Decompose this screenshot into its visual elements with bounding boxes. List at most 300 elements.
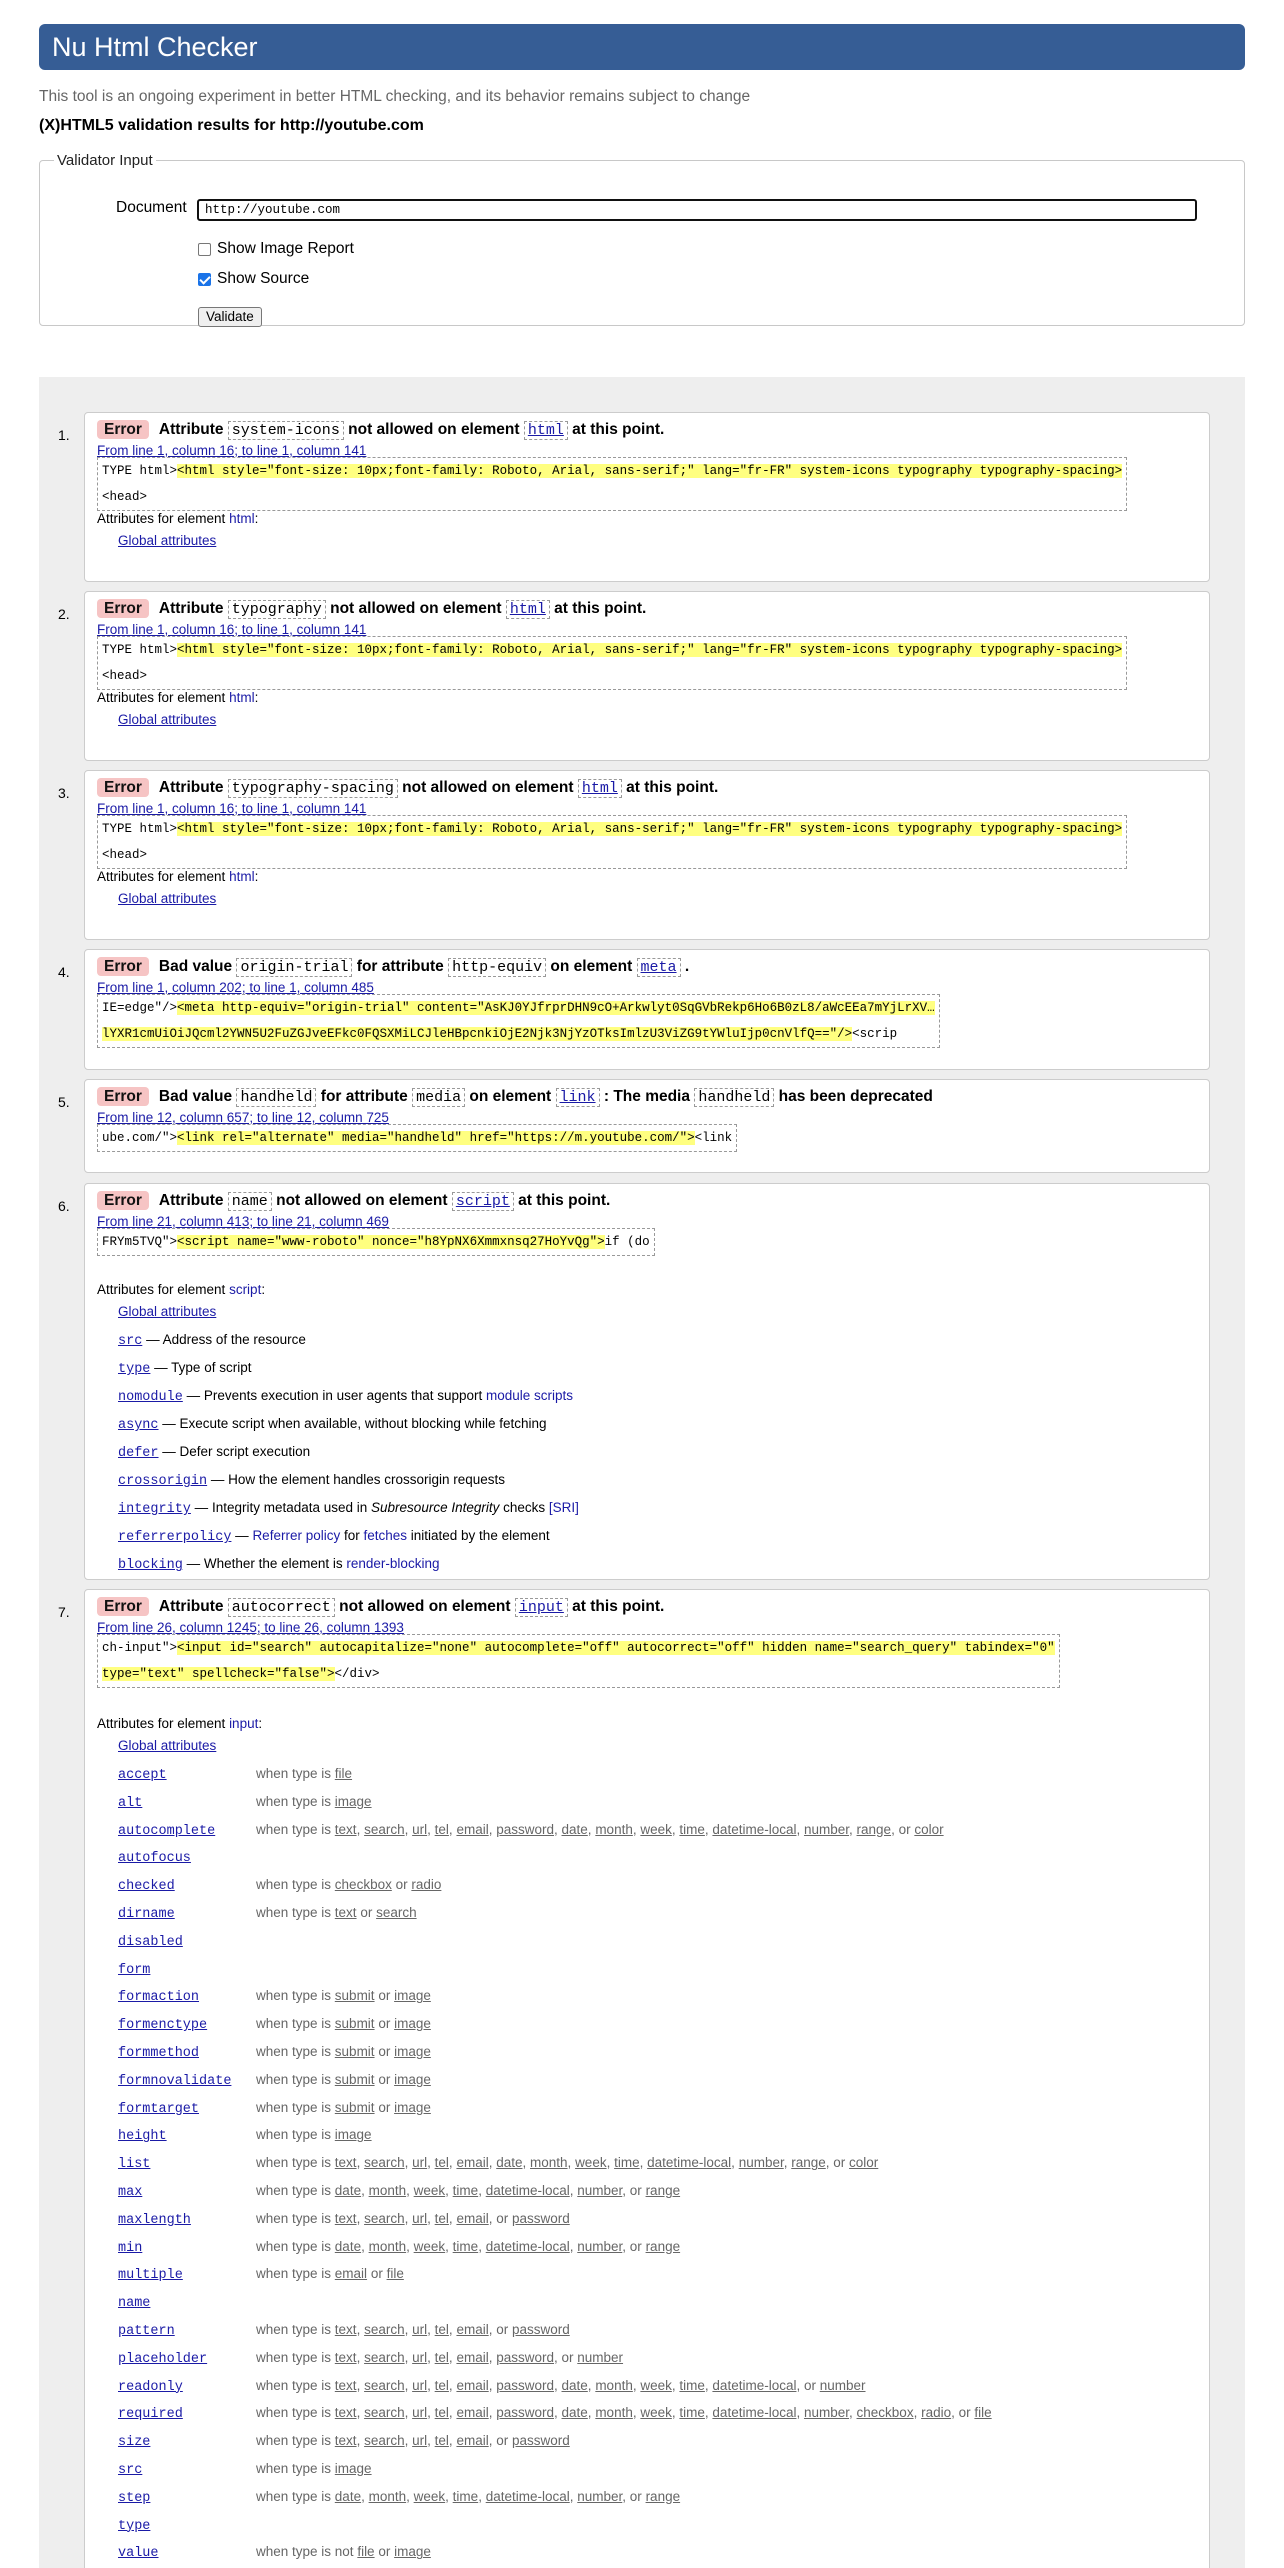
attribute-link[interactable]: async — [118, 1418, 159, 1433]
source-extract — [97, 815, 1127, 869]
attributes-label: Attributes for element — [97, 869, 230, 884]
global-attributes-link[interactable]: Global attributes — [118, 1304, 217, 1319]
attribute-link[interactable]: dirname — [118, 1907, 175, 1922]
app-title[interactable]: Nu Html Checker — [52, 32, 258, 62]
type-link[interactable]: email — [456, 2155, 489, 2171]
input-attribute-row — [118, 1766, 1198, 1783]
show-image-report-checkbox[interactable] — [198, 243, 211, 256]
type-link[interactable]: date — [334, 2238, 362, 2254]
type-link[interactable]: search — [364, 2210, 405, 2226]
attribute-link[interactable]: size — [118, 2435, 151, 2451]
input-attribute-row — [118, 2517, 1198, 2534]
source-extract — [97, 457, 1127, 511]
attribute-name: name — [228, 1192, 272, 1211]
attribute-description: checks — [499, 1500, 549, 1515]
extract-highlight: <html style="font-size: 10px;font-family: Roboto, Arial, sans-serif;" lang="fr-FR" system-icons typography typography-spacing> — [177, 822, 1123, 836]
type-link[interactable]: submit — [334, 2016, 375, 2032]
type-link[interactable]: text — [334, 2155, 357, 2171]
type-link[interactable]: number — [819, 2377, 866, 2393]
type-link[interactable]: date — [334, 2183, 362, 2198]
element-name[interactable]: html — [506, 600, 550, 619]
element-name[interactable]: script — [452, 1192, 514, 1211]
element-link[interactable]: html — [229, 690, 255, 705]
type-link[interactable]: week — [413, 2488, 446, 2504]
extract-post-2: <head> — [102, 848, 148, 862]
attribute-link[interactable]: placeholder — [118, 2351, 208, 2367]
script-attribute-row: crossorigin — How the element handles crossorigin requests — [118, 1472, 506, 1489]
message-header — [97, 1598, 664, 1616]
message-text: not allowed on element — [339, 1598, 511, 1615]
type-link[interactable]: time — [452, 2238, 479, 2254]
attribute-link[interactable]: value — [118, 2546, 159, 2562]
attribute-link[interactable]: nomodule — [118, 1390, 183, 1405]
type-link[interactable]: image — [394, 2071, 431, 2087]
show-source-row[interactable] — [198, 270, 309, 288]
type-link[interactable]: search — [364, 2433, 405, 2449]
type-link[interactable]: tel — [434, 1821, 449, 1837]
attribute-link[interactable]: list — [118, 2157, 151, 2173]
type-link[interactable]: time — [679, 2405, 705, 2421]
type-link[interactable]: text — [334, 2433, 357, 2449]
error-badge: Error — [97, 778, 149, 797]
type-link[interactable]: url — [412, 1821, 428, 1837]
attribute-condition: when type is text, search, url, tel, email, password, date, month, week, time, datetime-local, number, range, or color — [256, 1821, 944, 1837]
type-link[interactable]: search — [364, 2349, 405, 2365]
extract-highlight: <script name="www-roboto" nonce="h8YpNX6Xmmxnsq27HoYvQg"> — [177, 1235, 605, 1249]
attribute-link[interactable]: formenctype — [118, 2018, 208, 2034]
type-link[interactable]: radio — [411, 1877, 442, 1893]
message-1 — [58, 412, 1210, 582]
attribute-name: http-equiv — [448, 958, 546, 977]
type-link[interactable]: url — [412, 2155, 428, 2171]
type-link[interactable]: password — [496, 1821, 554, 1837]
type-link[interactable]: search — [364, 2322, 405, 2337]
attribute-description: Type of script — [171, 1360, 252, 1375]
extract-highlight: <input id="search" autocapitalize="none" autocomplete="off" autocorrect="off" hidden name="search_query" tabindex="0" — [177, 1641, 1055, 1655]
element-name[interactable]: html — [578, 779, 622, 798]
type-link[interactable]: file — [357, 2544, 375, 2560]
script-attribute-row: referrerpolicy — Referrer policy for fetches initiated by the element — [118, 1528, 550, 1545]
type-link[interactable]: image — [334, 2127, 372, 2143]
type-link[interactable]: url — [412, 2405, 428, 2421]
input-attribute-row — [118, 1877, 1198, 1894]
attribute-name: media — [412, 1088, 465, 1107]
type-link[interactable]: text — [334, 1821, 357, 1837]
type-link[interactable]: search — [364, 2405, 405, 2421]
message-text: not allowed on element — [330, 600, 502, 617]
attribute-link[interactable]: type — [118, 1362, 151, 1377]
type-link[interactable]: submit — [334, 2071, 375, 2087]
attribute-condition: when type is date, month, week, time, datetime-local, number, or range — [256, 2183, 681, 2198]
attribute-link[interactable]: maxlength — [118, 2212, 191, 2228]
type-link[interactable]: week — [640, 2405, 672, 2421]
show-image-report-label[interactable]: Show Image Report — [217, 240, 354, 257]
attribute-link[interactable]: pattern — [118, 2324, 175, 2339]
input-attribute-row — [118, 1822, 1198, 1839]
type-link[interactable]: search — [364, 1821, 405, 1837]
input-attribute-row — [118, 2211, 1198, 2228]
type-link[interactable]: time — [614, 2155, 640, 2171]
attribute-condition: when type is date, month, week, time, datetime-local, number, or range — [256, 2238, 681, 2254]
attribute-name: handheld — [236, 1088, 316, 1107]
definition-link[interactable]: Referrer policy — [252, 1528, 341, 1543]
attribute-condition: when type is text, search, url, tel, email, or password — [256, 2433, 570, 2449]
attribute-description: for — [340, 1528, 364, 1543]
attribute-link[interactable]: min — [118, 2240, 143, 2256]
attribute-link[interactable]: name — [118, 2296, 151, 2312]
type-link[interactable]: image — [394, 1988, 431, 2004]
attribute-name: system-icons — [228, 421, 344, 440]
type-link[interactable]: text — [334, 2210, 357, 2226]
attribute-link[interactable]: height — [118, 2129, 167, 2145]
attribute-link[interactable]: integrity — [118, 1502, 191, 1517]
message-text: on element — [550, 958, 633, 975]
attribute-link[interactable]: checked — [118, 1879, 175, 1895]
attribute-condition: when type is submit or image — [256, 2016, 431, 2032]
type-link[interactable]: week — [640, 1821, 672, 1837]
type-link[interactable]: submit — [334, 1988, 375, 2004]
element-name[interactable]: meta — [637, 958, 681, 977]
type-link[interactable]: week — [413, 2183, 446, 2198]
type-link[interactable]: checkbox — [334, 1877, 392, 1893]
type-link[interactable]: range — [645, 2183, 681, 2198]
type-link[interactable]: text — [334, 2377, 357, 2393]
attribute-link[interactable]: disabled — [118, 1934, 183, 1950]
source-extract — [97, 1634, 1060, 1688]
attributes-for-element: Attributes for element html: — [97, 690, 259, 705]
type-link[interactable]: time — [679, 2377, 705, 2393]
source-extract — [97, 1228, 655, 1256]
element-link[interactable]: script — [229, 1282, 262, 1297]
attribute-condition: when type is text, search, url, tel, email, or password — [256, 2210, 570, 2226]
source-location-link[interactable]: From line 1, column 16; to line 1, column 141 — [97, 801, 367, 816]
type-link[interactable]: email — [456, 2322, 489, 2337]
message-text: not allowed on element — [276, 1192, 448, 1209]
extract-pre: TYPE html> — [102, 643, 178, 657]
message-text: on element — [469, 1088, 552, 1105]
message-text: has been deprecated — [778, 1088, 933, 1105]
type-link[interactable]: range — [645, 2488, 681, 2504]
type-link[interactable]: password — [496, 2405, 554, 2421]
message-text: Attribute — [158, 421, 224, 438]
attribute-description: Execute script when available, without blocking while fetching — [179, 1416, 547, 1431]
source-location-link[interactable]: From line 12, column 657; to line 12, column 725 — [97, 1110, 389, 1125]
attribute-link[interactable]: multiple — [118, 2268, 183, 2284]
type-link[interactable]: number — [803, 2405, 850, 2421]
input-attribute-row — [118, 2544, 1198, 2561]
extract-post: <link — [694, 1131, 733, 1145]
attribute-link[interactable]: defer — [118, 1446, 159, 1461]
type-link[interactable]: time — [679, 1821, 705, 1837]
script-attribute-row: type — Type of script — [118, 1360, 252, 1377]
type-link[interactable]: url — [412, 2210, 428, 2226]
input-attribute-row — [118, 1988, 1198, 2005]
type-link[interactable]: checkbox — [856, 2405, 914, 2421]
extract-highlight-2: type="text" spellcheck="false"> — [102, 1667, 335, 1681]
input-attribute-row — [118, 2044, 1198, 2061]
input-attribute-row — [118, 2461, 1198, 2478]
type-link[interactable]: search — [364, 2155, 405, 2171]
type-link[interactable]: email — [456, 2377, 489, 2393]
type-link[interactable]: color — [914, 1821, 944, 1837]
message-6 — [58, 1183, 1210, 1580]
definition-link[interactable]: [SRI] — [548, 1500, 579, 1515]
source-extract — [97, 994, 940, 1048]
type-link[interactable]: week — [413, 2238, 446, 2254]
attribute-link[interactable]: blocking — [118, 1558, 183, 1573]
type-link[interactable]: datetime-local — [485, 2488, 570, 2504]
type-link[interactable]: password — [496, 2349, 554, 2365]
type-link[interactable]: datetime-local — [712, 2377, 797, 2393]
type-link[interactable]: text — [334, 2349, 357, 2365]
message-text: for attribute — [356, 958, 444, 975]
extract-pre: FRYm5TVQ"> — [102, 1235, 178, 1249]
type-link[interactable]: datetime-local — [647, 2155, 732, 2171]
type-link[interactable]: range — [856, 1821, 892, 1837]
type-link[interactable]: image — [334, 1793, 372, 1809]
type-link[interactable]: url — [412, 2433, 428, 2449]
type-link[interactable]: file — [974, 2405, 992, 2421]
error-badge: Error — [97, 1597, 149, 1616]
script-attribute-row: defer — Defer script execution — [118, 1444, 311, 1461]
type-link[interactable]: search — [376, 1905, 417, 1920]
type-link[interactable]: week — [575, 2155, 607, 2171]
global-attributes-link[interactable]: Global attributes — [118, 891, 217, 906]
type-link[interactable]: month — [595, 2405, 633, 2421]
type-link[interactable]: image — [394, 2099, 431, 2115]
type-link[interactable]: text — [334, 2322, 357, 2337]
type-link[interactable]: month — [595, 1821, 633, 1837]
type-link[interactable]: tel — [434, 2322, 449, 2337]
type-link[interactable]: search — [364, 2377, 405, 2393]
type-link[interactable]: datetime-local — [485, 2238, 570, 2254]
type-link[interactable]: number — [577, 2238, 623, 2254]
type-link[interactable]: datetime-local — [485, 2183, 570, 2198]
tagline: This tool is an ongoing experiment in better HTML checking, and its behavior remains subject to change — [39, 88, 751, 105]
type-link[interactable]: datetime-local — [712, 2405, 797, 2421]
show-source-checkbox[interactable] — [198, 273, 211, 286]
type-link[interactable]: email — [456, 2349, 489, 2365]
type-link[interactable]: month — [368, 2488, 407, 2504]
type-link[interactable]: url — [412, 2349, 428, 2365]
type-link[interactable]: time — [452, 2183, 479, 2198]
element-name[interactable]: link — [556, 1088, 600, 1107]
input-attribute-row — [118, 2127, 1198, 2144]
element-link[interactable]: html — [229, 869, 255, 884]
attribute-link[interactable]: type — [118, 2518, 151, 2534]
message-header — [97, 958, 689, 976]
type-link[interactable]: month — [530, 2155, 568, 2171]
source-location-link[interactable]: From line 21, column 413; to line 21, column 469 — [97, 1214, 389, 1229]
type-link[interactable]: submit — [334, 2099, 375, 2115]
type-link[interactable]: text — [334, 1905, 357, 1920]
type-link[interactable]: email — [456, 2210, 489, 2226]
error-badge: Error — [97, 1191, 149, 1210]
attribute-link[interactable]: step — [118, 2490, 151, 2506]
type-link[interactable]: url — [412, 2322, 428, 2337]
attribute-link[interactable]: src — [118, 2463, 143, 2478]
type-link[interactable]: password — [511, 2433, 570, 2449]
attribute-condition: when type is submit or image — [256, 1988, 431, 2004]
attribute-link[interactable]: accept — [118, 1768, 167, 1783]
input-attribute-row — [118, 2155, 1198, 2172]
attribute-link[interactable]: formaction — [118, 1990, 200, 2006]
input-attribute-row — [118, 2350, 1198, 2367]
global-attributes-link[interactable]: Global attributes — [118, 712, 217, 727]
type-link[interactable]: date — [334, 2488, 362, 2504]
input-attribute-row — [118, 1849, 1198, 1866]
definition-link[interactable]: render-blocking — [346, 1556, 440, 1571]
type-link[interactable]: tel — [434, 2155, 449, 2171]
type-link[interactable]: range — [791, 2155, 826, 2171]
type-link[interactable]: password — [511, 2322, 570, 2337]
extract-highlight: <html style="font-size: 10px;font-family: Roboto, Arial, sans-serif;" lang="fr-FR" system-icons typography typography-spacing> — [177, 464, 1123, 478]
type-link[interactable]: date — [561, 1821, 588, 1837]
type-link[interactable]: time — [452, 2488, 479, 2504]
attribute-link[interactable]: max — [118, 2185, 143, 2200]
message-5 — [58, 1079, 1210, 1173]
attribute-link[interactable]: autocomplete — [118, 1823, 216, 1839]
validator-input-form — [39, 152, 1245, 326]
type-link[interactable]: password — [496, 2377, 554, 2393]
type-link[interactable]: number — [577, 2349, 624, 2365]
type-link[interactable]: file — [386, 2266, 404, 2282]
input-attribute-row — [118, 1905, 1198, 1922]
type-link[interactable]: tel — [434, 2405, 449, 2421]
attribute-link[interactable]: crossorigin — [118, 1474, 208, 1489]
extract-highlight-2: lYXR1cmUiOiJQcml2YWN5U2FuZGJveEFkc0FQSXMiLCJleHBpcnkiOjE2Njk3NjYzOTksImlzU3ViZG9tYWluIjp0cnVlfQ=="/> — [102, 1027, 853, 1041]
definition-link[interactable]: module scripts — [486, 1388, 574, 1403]
type-link[interactable]: date — [561, 2377, 588, 2393]
message-number: 7. — [58, 1604, 70, 1620]
source-location-link[interactable]: From line 1, column 16; to line 1, column 141 — [97, 443, 367, 458]
extract-post-2: <scrip — [852, 1027, 898, 1041]
type-link[interactable]: file — [334, 1766, 353, 1781]
type-link[interactable]: url — [412, 2377, 428, 2393]
element-link[interactable]: input — [229, 1716, 259, 1731]
type-link[interactable]: week — [640, 2377, 672, 2393]
input-attribute-row — [118, 2266, 1198, 2283]
show-image-report-row[interactable] — [198, 240, 354, 258]
attribute-link[interactable]: formmethod — [118, 2046, 200, 2061]
message-text: not allowed on element — [348, 421, 520, 438]
type-link[interactable]: image — [394, 2016, 431, 2032]
source-location-link[interactable]: From line 1, column 16; to line 1, column 141 — [97, 622, 367, 637]
extract-post-2: <head> — [102, 490, 148, 504]
type-link[interactable]: email — [456, 2433, 489, 2449]
global-attributes-link[interactable]: Global attributes — [118, 533, 217, 548]
attribute-link[interactable]: formnovalidate — [118, 2073, 232, 2089]
type-link[interactable]: number — [738, 2155, 784, 2171]
type-link[interactable]: tel — [434, 2210, 449, 2226]
document-input[interactable]: http://youtube.com — [197, 199, 1197, 221]
attribute-condition: when type is image — [256, 1793, 372, 1809]
type-link[interactable]: email — [456, 2405, 489, 2421]
message-text: at this point. — [554, 600, 647, 617]
type-link[interactable]: month — [368, 2238, 407, 2254]
message-text: for attribute — [320, 1088, 408, 1105]
error-badge: Error — [97, 599, 149, 618]
attribute-link[interactable]: referrerpolicy — [118, 1530, 232, 1545]
extract-pre: TYPE html> — [102, 464, 178, 478]
type-link[interactable]: number — [577, 2488, 623, 2504]
type-link[interactable]: tel — [434, 2349, 449, 2365]
message-header — [97, 421, 664, 439]
message-header — [97, 1192, 610, 1210]
message-text: Attribute — [158, 779, 224, 796]
type-link[interactable]: email — [334, 2266, 368, 2282]
type-link[interactable]: password — [511, 2210, 570, 2226]
attribute-description: Address of the resource — [162, 1332, 306, 1347]
global-attributes-link[interactable]: Global attributes — [118, 1738, 217, 1753]
attribute-link[interactable]: readonly — [118, 2379, 183, 2395]
type-link[interactable]: text — [334, 2405, 357, 2421]
type-link[interactable]: tel — [434, 2377, 449, 2393]
input-attribute-row — [118, 1961, 1198, 1978]
attribute-link[interactable]: required — [118, 2407, 183, 2423]
attribute-description: How the element handles crossorigin requests — [228, 1472, 506, 1487]
show-source-label[interactable]: Show Source — [217, 270, 310, 287]
type-link[interactable]: image — [394, 2544, 431, 2560]
element-link[interactable]: html — [229, 511, 255, 526]
attribute-condition: when type is text, search, url, tel, email, date, month, week, time, datetime-local, number, range, or color — [256, 2155, 879, 2171]
attribute-link[interactable]: form — [118, 1962, 151, 1978]
attribute-link[interactable]: src — [118, 1334, 143, 1349]
element-name[interactable]: html — [524, 421, 568, 440]
message-text: at this point. — [626, 779, 719, 796]
message-text: . — [684, 958, 690, 975]
type-link[interactable]: number — [803, 1821, 850, 1837]
message-text: Bad value — [158, 1088, 233, 1105]
input-attribute-row — [118, 2378, 1198, 2395]
validate-button[interactable]: Validate — [198, 307, 262, 327]
type-link[interactable]: image — [394, 2044, 431, 2059]
type-link[interactable]: datetime-local — [712, 1821, 797, 1837]
type-link[interactable]: radio — [921, 2405, 952, 2421]
type-link[interactable]: email — [456, 1821, 489, 1837]
attributes-label: Attributes for element — [97, 690, 230, 705]
attribute-link[interactable]: alt — [118, 1795, 143, 1811]
type-link[interactable]: month — [368, 2183, 407, 2198]
attributes-for-element: Attributes for element html: — [97, 511, 259, 526]
type-link[interactable]: submit — [334, 2044, 375, 2059]
message-text: at this point. — [572, 421, 665, 438]
message-text: Attribute — [158, 1192, 224, 1209]
attributes-label: Attributes for element — [97, 511, 230, 526]
attribute-term: Subresource Integrity — [371, 1500, 500, 1515]
attribute-link[interactable]: autofocus — [118, 1851, 191, 1867]
type-link[interactable]: tel — [434, 2433, 449, 2449]
type-link[interactable]: month — [595, 2377, 633, 2393]
attribute-description: Integrity metadata used in — [211, 1500, 372, 1515]
attribute-condition: when type is checkbox or radio — [256, 1877, 442, 1893]
type-link[interactable]: date — [496, 2155, 523, 2171]
type-link[interactable]: range — [645, 2238, 681, 2254]
attribute-condition: when type is text, search, url, tel, email, or password — [256, 2322, 570, 2337]
element-name[interactable]: input — [515, 1598, 568, 1617]
type-link[interactable]: date — [561, 2405, 588, 2421]
definition-link[interactable]: fetches — [363, 1528, 408, 1543]
source-location-link[interactable]: From line 26, column 1245; to line 26, column 1393 — [97, 1620, 404, 1635]
type-link[interactable]: number — [577, 2183, 623, 2198]
extract-post-2: <head> — [102, 669, 148, 683]
type-link[interactable]: color — [849, 2155, 879, 2171]
message-header — [97, 779, 718, 797]
source-location-link[interactable]: From line 1, column 202; to line 1, column 485 — [97, 980, 374, 995]
type-link[interactable]: image — [334, 2461, 372, 2476]
attribute-link[interactable]: formtarget — [118, 2101, 200, 2117]
message-3 — [58, 770, 1210, 940]
